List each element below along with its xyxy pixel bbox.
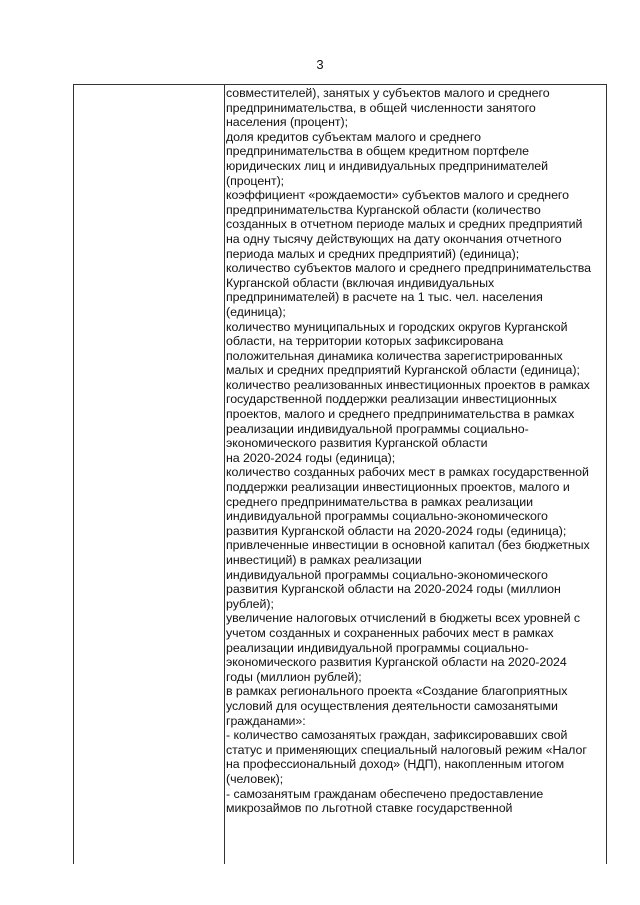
text-line: инвестиций) в рамках реализации — [226, 553, 422, 567]
text-line: созданных в отчетном периоде малых и средних предприятий — [226, 217, 583, 232]
text-line: государственной поддержки реализации инвестиционных — [226, 392, 557, 407]
text-line: учетом созданных и сохраненных рабочих мест в рамках — [226, 625, 554, 640]
text-line: совместителей), занятых у субъектов малого и среднего — [226, 86, 550, 100]
text-line: количество реализованных инвестиционных проектов в рамках — [226, 377, 590, 392]
text-line: положительная динамика количества зарегистрированных — [226, 348, 563, 363]
text-line: среднего предпринимательства в рамках реализации — [226, 494, 533, 509]
text-line: количество муниципальных и городских округов Курганской — [226, 319, 568, 334]
text-line: количество субъектов малого и среднего предпринимательства — [226, 261, 591, 276]
text-line: экономического развития Курганской области — [226, 436, 488, 451]
text-line: экономического развития Курганской области на 2020-2024 — [226, 655, 567, 670]
text-line: микрозаймов по льготной ставке государственной — [226, 801, 513, 816]
text-line: периода малых и средних предприятий) (единица); — [226, 246, 520, 261]
text-line: области, на территории которых зафиксирована — [226, 334, 504, 349]
text-line: юридических лиц и индивидуальных предпринимателей — [226, 158, 548, 173]
text-line: увеличение налоговых отчислений в бюджеты всех уровней с — [226, 611, 581, 626]
text-line: поддержки реализации инвестиционных проектов, малого и — [226, 480, 570, 495]
text-line: индивидуальной программы социально-экономического — [226, 509, 548, 524]
text-line: индивидуальной программы социально-экономического — [226, 567, 548, 582]
page-number: 3 — [316, 57, 324, 72]
text-line: предпринимательства, в общей численности занятого — [226, 100, 536, 115]
text-line: на одну тысячу действующих на дату окончания отчетного — [226, 231, 562, 246]
text-line: годы (миллион рублей); — [226, 669, 362, 684]
text-line: (процент); — [226, 173, 285, 188]
text-line: гражданами»: — [226, 713, 306, 728]
text-line: рублей); — [226, 596, 274, 611]
text-line: (человек); — [226, 771, 284, 786]
text-line: - количество самозанятых граждан, зафиксировавших свой — [226, 728, 568, 743]
text-line: (единица); — [226, 304, 286, 319]
indicators-text-cell — [226, 86, 606, 816]
text-line: в рамках регионального проекта «Создание благоприятных — [226, 684, 568, 699]
text-line: количество созданных рабочих мест в рамках государственной — [226, 465, 589, 480]
text-line: на 2020-2024 годы (единица); — [226, 450, 396, 465]
text-line: реализации индивидуальной программы социально- — [226, 421, 529, 436]
text-line: условий для осуществления деятельности самозанятыми — [226, 698, 558, 713]
text-line: привлеченные инвестиции в основной капитал (без бюджетных — [226, 538, 590, 553]
text-line: доля кредитов субъектам малого и среднего — [226, 129, 481, 144]
text-line: на профессиональный доход» (НДП), накопленным итогом — [226, 757, 565, 772]
text-line: предпринимательства в общем кредитном портфеле — [226, 144, 529, 159]
text-line: малых и средних предприятий Курганской области (единица); — [226, 363, 580, 378]
column-divider — [224, 85, 225, 864]
text-line: предпринимательства Курганской области (количество — [226, 202, 541, 217]
text-line: населения (процент); — [226, 115, 348, 130]
text-line: реализации индивидуальной программы социально- — [226, 640, 529, 655]
text-line: развития Курганской области на 2020-2024 годы (единица); — [226, 523, 567, 538]
text-line: коэффициент «рождаемости» субъектов малого и среднего — [226, 188, 569, 203]
text-line: проектов, малого и среднего предпринимательства в рамках — [226, 407, 575, 422]
text-line: предпринимателей) в расчете на 1 тыс. чел. населения — [226, 290, 543, 305]
text-line: - самозанятым гражданам обеспечено предоставление — [226, 786, 544, 801]
document-table — [73, 84, 607, 864]
text-line: развития Курганской области на 2020-2024 годы (миллион — [226, 582, 561, 597]
text-line: Курганской области (включая индивидуальных — [226, 275, 495, 290]
text-line: статус и применяющих специальный налоговый режим «Налог — [226, 742, 587, 757]
